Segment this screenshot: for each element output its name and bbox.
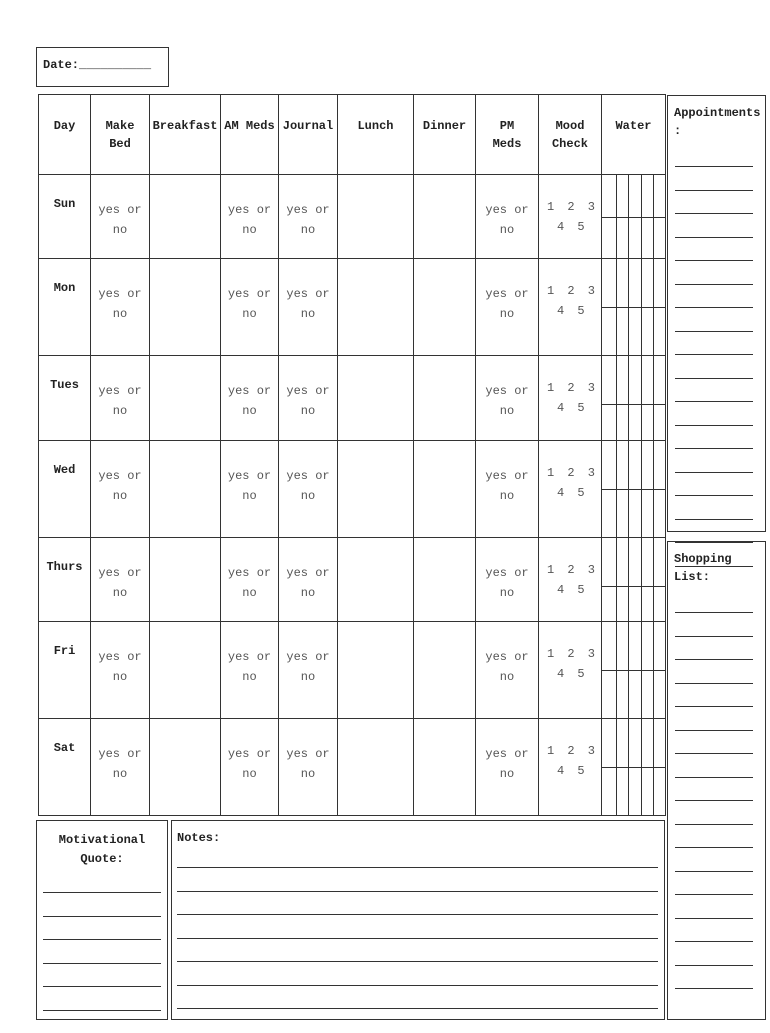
lunch-cell[interactable]: [338, 175, 414, 259]
mood-scale-text: 1 2 3 4 5: [547, 381, 597, 415]
motivational-quote-box[interactable]: [36, 820, 168, 1020]
day-row-thurs: [39, 538, 666, 622]
water-cell[interactable]: [602, 441, 666, 538]
yes-or-no-text: yes or no: [227, 566, 272, 600]
breakfast-cell[interactable]: [150, 538, 221, 622]
am-meds-cell[interactable]: [221, 538, 279, 622]
breakfast-cell[interactable]: [150, 719, 221, 816]
yes-or-no-text: yes or no: [98, 469, 142, 503]
yes-or-no-text: yes or no: [227, 747, 272, 781]
yes-or-no-text: yes or no: [485, 287, 529, 321]
day-label: Mon: [39, 259, 91, 356]
notes-lines: [177, 867, 658, 1032]
mood-check-cell[interactable]: [539, 622, 602, 719]
quote-lines: [43, 892, 161, 1033]
journal-cell[interactable]: [279, 441, 338, 538]
journal-cell[interactable]: [279, 719, 338, 816]
breakfast-cell[interactable]: [150, 259, 221, 356]
yes-or-no-text: yes or no: [286, 384, 330, 418]
am-meds-cell[interactable]: [221, 356, 279, 441]
yes-or-no-text: yes or no: [286, 650, 330, 684]
day-row-wed: [39, 441, 666, 538]
dinner-cell[interactable]: [414, 538, 476, 622]
breakfast-cell[interactable]: [150, 441, 221, 538]
shopping-list-title: Shopping List:: [674, 552, 732, 584]
yes-or-no-text: yes or no: [227, 384, 272, 418]
journal-cell[interactable]: [279, 259, 338, 356]
col-header-breakfast: Breakfast: [150, 95, 221, 175]
day-label: Tues: [39, 356, 91, 441]
pm-meds-cell[interactable]: [476, 441, 539, 538]
breakfast-cell[interactable]: [150, 622, 221, 719]
day-label: Sat: [39, 719, 91, 816]
mood-check-cell[interactable]: [539, 175, 602, 259]
water-cell[interactable]: [602, 538, 666, 622]
col-header-make-bed: Make Bed: [91, 95, 150, 175]
lunch-cell[interactable]: [338, 538, 414, 622]
make-bed-cell[interactable]: [91, 622, 150, 719]
yes-or-no-text: yes or no: [286, 287, 330, 321]
yes-or-no-text: yes or no: [485, 566, 529, 600]
day-label: Wed: [39, 441, 91, 538]
lunch-cell[interactable]: [338, 719, 414, 816]
dinner-cell[interactable]: [414, 719, 476, 816]
journal-cell[interactable]: [279, 538, 338, 622]
mood-scale-text: 1 2 3 4 5: [547, 563, 597, 597]
am-meds-cell[interactable]: [221, 175, 279, 259]
appointments-box[interactable]: [667, 95, 766, 532]
make-bed-cell[interactable]: [91, 175, 150, 259]
yes-or-no-text: yes or no: [227, 287, 272, 321]
yes-or-no-text: yes or no: [98, 650, 142, 684]
date-field[interactable]: [36, 47, 169, 87]
notes-title: Notes:: [177, 831, 221, 845]
am-meds-cell[interactable]: [221, 622, 279, 719]
appointments-title: Appointments :: [674, 106, 761, 138]
shopping-list-box[interactable]: [667, 541, 766, 1020]
lunch-cell[interactable]: [338, 441, 414, 538]
day-row-sat: [39, 719, 666, 816]
yes-or-no-text: yes or no: [227, 469, 272, 503]
lunch-cell[interactable]: [338, 622, 414, 719]
lunch-cell[interactable]: [338, 356, 414, 441]
yes-or-no-text: yes or no: [286, 469, 330, 503]
mood-scale-text: 1 2 3 4 5: [547, 466, 597, 500]
make-bed-cell[interactable]: [91, 719, 150, 816]
col-header-mood-check: Mood Check: [539, 95, 602, 175]
water-cell[interactable]: [602, 356, 666, 441]
journal-cell[interactable]: [279, 356, 338, 441]
mood-check-cell[interactable]: [539, 538, 602, 622]
yes-or-no-text: yes or no: [98, 747, 142, 781]
water-cell[interactable]: [602, 719, 666, 816]
pm-meds-cell[interactable]: [476, 719, 539, 816]
day-label: Fri: [39, 622, 91, 719]
yes-or-no-text: yes or no: [286, 747, 330, 781]
date-label: Date:__________: [43, 58, 152, 72]
yes-or-no-text: yes or no: [485, 650, 529, 684]
am-meds-cell[interactable]: [221, 259, 279, 356]
yes-or-no-text: yes or no: [286, 203, 330, 237]
yes-or-no-text: yes or no: [485, 747, 529, 781]
make-bed-cell[interactable]: [91, 538, 150, 622]
yes-or-no-text: yes or no: [485, 469, 529, 503]
journal-cell[interactable]: [279, 175, 338, 259]
mood-check-cell[interactable]: [539, 356, 602, 441]
pm-meds-cell[interactable]: [476, 622, 539, 719]
make-bed-cell[interactable]: [91, 356, 150, 441]
col-header-water: Water: [602, 95, 666, 175]
mood-check-cell[interactable]: [539, 719, 602, 816]
day-row-fri: [39, 622, 666, 719]
pm-meds-cell[interactable]: [476, 538, 539, 622]
col-header-day: Day: [39, 95, 91, 175]
am-meds-cell[interactable]: [221, 719, 279, 816]
col-header-dinner: Dinner: [414, 95, 476, 175]
col-header-pm-meds: PM Meds: [476, 95, 539, 175]
water-cell[interactable]: [602, 259, 666, 356]
dinner-cell[interactable]: [414, 441, 476, 538]
yes-or-no-text: yes or no: [98, 384, 142, 418]
day-row-tues: [39, 356, 666, 441]
am-meds-cell[interactable]: [221, 441, 279, 538]
yes-or-no-text: yes or no: [98, 203, 142, 237]
breakfast-cell[interactable]: [150, 175, 221, 259]
dinner-cell[interactable]: [414, 356, 476, 441]
yes-or-no-text: yes or no: [98, 287, 142, 321]
yes-or-no-text: yes or no: [98, 566, 142, 600]
water-cell[interactable]: [602, 175, 666, 259]
yes-or-no-text: yes or no: [485, 384, 529, 418]
yes-or-no-text: yes or no: [227, 650, 272, 684]
col-header-lunch: Lunch: [338, 95, 414, 175]
pm-meds-cell[interactable]: [476, 175, 539, 259]
quote-title-line-2: Quote:: [80, 852, 124, 866]
yes-or-no-text: yes or no: [485, 203, 529, 237]
lunch-cell[interactable]: [338, 259, 414, 356]
mood-check-cell[interactable]: [539, 259, 602, 356]
yes-or-no-text: yes or no: [286, 566, 330, 600]
dinner-cell[interactable]: [414, 259, 476, 356]
make-bed-cell[interactable]: [91, 441, 150, 538]
motivational-quote-title: [37, 831, 167, 869]
breakfast-cell[interactable]: [150, 356, 221, 441]
appointments-lines: [675, 166, 753, 589]
mood-check-cell[interactable]: [539, 441, 602, 538]
day-label: Sun: [39, 175, 91, 259]
header-row: [39, 95, 666, 175]
quote-title-line-1: Motivational: [58, 833, 146, 847]
mood-scale-text: 1 2 3 4 5: [547, 744, 597, 778]
pm-meds-cell[interactable]: [476, 356, 539, 441]
mood-scale-text: 1 2 3 4 5: [547, 200, 597, 234]
journal-cell[interactable]: [279, 622, 338, 719]
weekly-schedule-table: [38, 94, 666, 816]
day-label: Thurs: [39, 538, 91, 622]
day-row-sun: [39, 175, 666, 259]
dinner-cell[interactable]: [414, 175, 476, 259]
notes-box[interactable]: [171, 820, 665, 1020]
col-header-journal: Journal: [279, 95, 338, 175]
make-bed-cell[interactable]: [91, 259, 150, 356]
col-header-am-meds: AM Meds: [221, 95, 279, 175]
mood-scale-text: 1 2 3 4 5: [547, 647, 597, 681]
water-cell[interactable]: [602, 622, 666, 719]
shopping-list-lines: [675, 612, 753, 1012]
mood-scale-text: 1 2 3 4 5: [547, 284, 597, 318]
day-row-mon: [39, 259, 666, 356]
dinner-cell[interactable]: [414, 622, 476, 719]
pm-meds-cell[interactable]: [476, 259, 539, 356]
yes-or-no-text: yes or no: [227, 203, 272, 237]
